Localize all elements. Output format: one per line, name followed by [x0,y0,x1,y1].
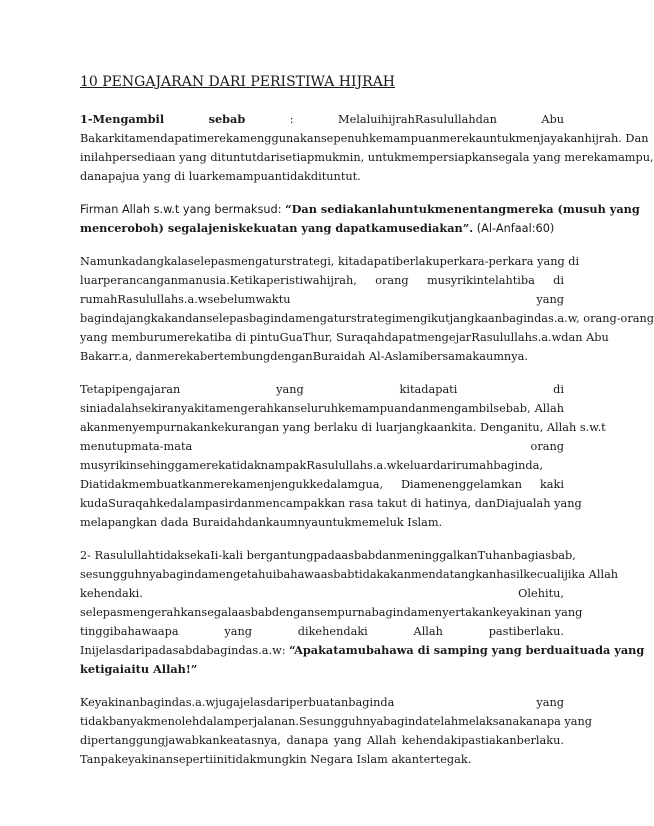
text-run: dipertanggungjawabkankeatasnya, danapa yang Allah kehendakipastiakanberlaku. [80,734,564,747]
text-run: Bakarr.a, danmerekabertembungdenganBuraidah Al-Aslamibersamakaumnya. [80,350,528,363]
text-line [80,167,564,186]
text-run: bagindajangkakandanselepasbagindamengaturstrategimengikutjangkaanbagindas.a.w, orang-orang [80,312,654,325]
text-line [80,219,564,238]
text-run: Inijelasdaripadasabdabagindas.a.w: [80,644,286,657]
page-title: 10 PENGAJARAN DARI PERISTIWA HIJRAH [80,74,396,90]
text-run: sesungguhnyabagindamengetahuibahawaasbabtidakakanmendatangkanhasilkecualijika Allah [80,568,619,581]
text-line [80,712,593,731]
text-run: Tetapipengajaran yang kitadapati di [80,383,564,396]
text-run: akanmenyempurnakankekurangan yang berlaku di luarjangkaankita. Denganitu, Allah s.w.t [80,421,606,434]
text-run: Abu [541,113,564,126]
text-line [80,565,619,584]
text-run: Namunkadangkalaselepasmengaturstrategi, kitadapatiberlakuperkara-perkara yang di [80,255,580,268]
text-run: inilahpersediaan yang dituntutdarisetiapmukmin, untukmempersiapkansegala yang merekamampu, [80,151,654,164]
text-line [80,110,564,129]
text-run: “Apakatamubahawa di samping yang berduaituada yang [289,643,645,657]
text-line [80,380,564,399]
text-run: luarperancanganmanusia.Ketikaperistiwahijrah, orang musyrikintelahtiba di [80,274,564,287]
text-run: kehendaki. Olehitu, [80,587,564,600]
text-run: rumahRasulullahs.a.wsebelumwaktu yang [80,293,564,306]
text-line [80,513,564,532]
text-run: menutupmata-mata orang [80,440,564,453]
text-line [80,271,564,290]
text-line [80,603,583,622]
paragraphs [80,110,654,769]
text-run: siniadalahsekiranyakitamengerahkanseluruhkemampuandanmengambilsebab, Allah [80,402,564,415]
text-line [80,750,564,769]
text-line [80,584,564,603]
text-line [80,693,564,712]
text-line [80,437,564,456]
text-run: danapajua yang di luarkemampuantidakdituntut. [80,170,361,183]
text-run: tinggibahawaapa yang dikehendaki Allah pastiberlaku. [80,625,564,638]
paragraph [80,693,593,769]
text-run: Diatidakmembuatkanmerekamenjengukkedalamgua, Diamenenggelamkan kaki [80,478,564,491]
text-run: menceroboh) segalajeniskekuatan yang dapatkamusediakan”. [80,221,474,235]
text-line [80,148,654,167]
text-line [80,475,564,494]
paragraph [80,110,654,186]
text-run: kudaSuraqahkedalampasirdanmencampakkan rasa takut di hatinya, danDiajualah yang [80,497,582,510]
text-line [80,309,654,328]
text-run: “Dan sediakanlahuntukmenentangmereka (musuh yang [285,202,640,216]
text-line [80,129,649,148]
text-run: 1-Mengambil [80,112,165,126]
document-body [80,74,654,783]
text-line [80,290,564,309]
text-line [80,622,564,641]
text-line [80,660,564,679]
text-line [80,546,576,565]
text-run: : [289,113,294,126]
text-line [80,328,609,347]
text-line [80,399,564,418]
text-line [80,200,640,219]
text-line [80,494,582,513]
paragraph [80,200,640,238]
text-line [80,418,606,437]
paragraph [80,252,654,366]
paragraph [80,546,645,679]
text-run: (Al-Anfaal:60) [476,222,555,235]
text-line [80,252,580,271]
text-run: selepasmengerahkansegalaasbabdengansempurnabagindamenyertakankeyakinan yang [80,606,583,619]
text-run: 2- RasulullahtidaksekaIi-kali bergantungpadaasbabdanmeninggalkanTuhanbagiasbab, [80,549,576,562]
text-run: Bakarkitamendapatimerekamenggunakansepenuhkemampuanmerekauntukmenjayakanhijrah. Dan [80,132,649,145]
text-line [80,731,564,750]
text-run: tidakbanyakmenolehdalamperjalanan.Sesungguhnyabagindatelahmelaksanakanapa yang [80,715,593,728]
text-run: yang memburumerekatiba di pintuGuaThur, SuraqahdapatmengejarRasulullahs.a.wdan Abu [80,331,609,344]
text-run: ketigaiaitu Allah!” [80,662,198,676]
text-run: Firman Allah s.w.t yang bermaksud: [80,203,282,216]
text-run: sebab [208,112,246,126]
text-run: Tanpakeyakinansepertiinitidakmungkin Negara Islam akantertegak. [80,753,472,766]
text-line [80,641,645,660]
text-run: musyrikinsehinggamerekatidaknampakRasulullahs.a.wkeluardarirumahbaginda, [80,459,543,472]
text-run: melapangkan dada Buraidahdankaumnyauntukmemeluk Islam. [80,516,443,529]
text-run: MelaluihijrahRasulullahdan [338,113,497,126]
text-run: Keyakinanbagindas.a.wjugajelasdariperbuatanbaginda yang [80,696,564,709]
text-line [80,456,564,475]
paragraph [80,380,606,532]
text-line [80,347,564,366]
